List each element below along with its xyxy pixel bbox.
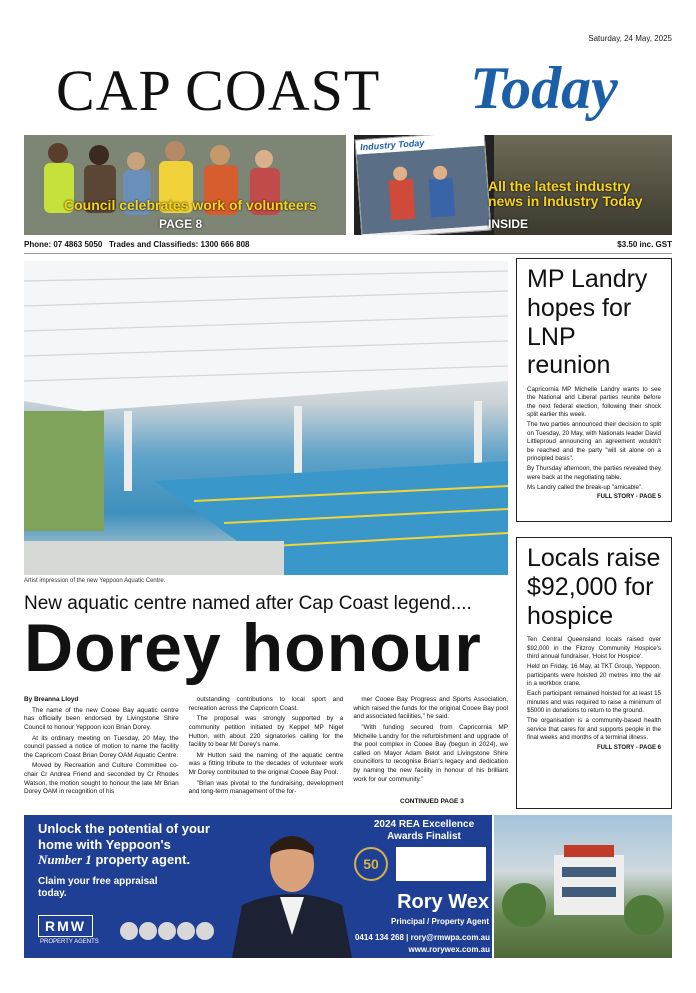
contact-phone: Phone: 07 4863 5050 — [24, 240, 103, 249]
article-column-1 — [24, 696, 179, 808]
side-story-paragraph: The two parties announced their decision to split on Tuesday, 20 May, with Nationals leader David Littleproud announcing an agreement wouldn't be reached and the party "will sit alone on a principled basis". — [527, 421, 661, 462]
agent-email[interactable]: rory@rmwpa.com.au — [410, 933, 490, 942]
article-paragraph: At its ordinary meeting on Tuesday, 20 May, the council passed a notice of motion to name the facility the Capricorn Coast Brian Dorey OAM Aquatic Centre. — [24, 734, 179, 759]
advert-line: Unlock the potential of your — [38, 821, 210, 836]
advert-house-photo — [494, 815, 672, 958]
rmw-logo-sub: PROPERTY AGENTS — [40, 939, 99, 945]
full-story-link[interactable]: FULL STORY - PAGE 5 — [596, 494, 661, 501]
industry-today-thumbnail — [355, 135, 492, 235]
promo-industry-today[interactable] — [354, 135, 672, 235]
award-badges-icon — [119, 921, 214, 941]
thumbnail-title: Industry Today — [356, 135, 485, 155]
agent-phone[interactable]: 0414 134 268 — [354, 933, 404, 942]
article-paragraph: Mr Hutton said the naming of the aquatic centre was a fitting tribute to the decades of volunteer work Mr Dorey contributed to the original Cooee Bay Pool. — [188, 751, 344, 777]
cover-price: $3.50 inc. GST — [617, 240, 672, 249]
award-title — [359, 819, 489, 843]
article-paragraph: "Brian was pivotal to the fundraising, development and long-term management of the for- — [188, 779, 344, 796]
side-story-paragraph: Capricornia MP Michelle Landry wants to see the National and Liberal parties reunite before the next federal election, following their shock split earlier this week. — [527, 386, 661, 419]
lead-article-body — [24, 696, 508, 808]
promo-volunteers[interactable] — [24, 135, 346, 235]
promo-industry-headline: All the latest industry news in Industry Today — [488, 178, 643, 210]
thumbnail-photo — [357, 146, 490, 235]
article-paragraph: Moved by Recreation and Culture Committee co-chair Cr Andrea Friend and seconded by Cr Rhodes Watson, the motion sought to honour the late Mr Brian Dorey OAM in recognition of his — [24, 762, 179, 796]
side-story-paragraph: Ms Landry called the break-up "amicable". — [527, 483, 643, 491]
number-one-script: Number 1 — [38, 852, 92, 868]
masthead-title: CAP COAST — [56, 58, 381, 123]
full-story-link[interactable]: FULL STORY - PAGE 6 — [596, 744, 661, 751]
rmw-logo-text: RMW — [45, 918, 86, 934]
article-paragraph: "With funding secured from Capricornia MP Michelle Landry for the refurbishment and upgrade of the pool complex in Cooee Bay (begun in 2024), we called on Mayor Adam Belot and Livingstone Shire councillors to recognise Brian's legacy and dedication by naming the new facility in honour of his brilliant work for our community." — [353, 723, 509, 783]
article-paragraph: The name of the new Cooee Bay aquatic centre has officially been endorsed by Livingstone Shire Council to honour Yeppoon icon Brian Dorey. — [24, 706, 179, 731]
side-story-paragraph: Held on Friday, 16 May, at TKT Group, Yeppoon, participants were hoisted 20 metres into the air in a workbox crane. — [527, 663, 661, 688]
side-story-headline: Locals raise $92,000 for hospice — [527, 544, 661, 630]
issue-date: Saturday, 24 May, 2025 — [588, 34, 672, 43]
advert-panel — [24, 815, 492, 958]
article-paragraph: outstanding contributions to local sport and recreation across the Capricorn Coast. — [188, 696, 344, 712]
side-story-headline: MP Landry hopes for LNP reunion — [527, 265, 648, 380]
info-bar — [24, 240, 672, 254]
lead-kicker: New aquatic centre named after Cap Coast legend.... — [24, 593, 472, 614]
promo-volunteers-page: PAGE 8 — [159, 217, 203, 231]
article-byline: By Breanna Lloyd — [24, 696, 79, 703]
award-line: 2024 REA Excellence — [373, 819, 475, 830]
article-column-3 — [353, 696, 508, 808]
agent-title: Principal / Property Agent — [391, 917, 489, 926]
side-story-landry[interactable] — [516, 258, 672, 522]
promo-industry-inside: INSIDE — [488, 217, 529, 231]
agent-name: Rory Wex — [397, 891, 489, 913]
advert-line: home with Yeppoon's — [38, 836, 171, 852]
side-story-paragraph: The organisation is a community-based health service that cares for and supports people in the final weeks and months of a terminal illness. — [527, 717, 661, 742]
advert-claim: today. — [38, 887, 67, 899]
article-column-2 — [189, 696, 344, 808]
top-50-badge: 50 — [354, 847, 388, 881]
advert-copy — [38, 821, 210, 900]
aquatic-centre-render — [24, 261, 508, 575]
side-story-hospice[interactable] — [516, 537, 672, 809]
promo-volunteers-headline: Council celebrates work of volunteers — [64, 197, 317, 213]
side-story-paragraph: Each participant remained hoisted for at least 15 minutes and was required to raise a minimum of $5000 in donations to return to the ground. — [527, 690, 661, 715]
rmw-logo — [38, 915, 93, 937]
house-render — [494, 815, 672, 958]
article-paragraph: The proposal was strongly supported by a community petition initiated by Keppel MP Nigel Hutton, with about 220 signatories calling for the facility to bear Mr Dorey's name. — [188, 715, 344, 749]
article-paragraph: mer Cooee Bay Progress and Sports Association, which raised the funds for the original Cooee Bay pool and associated facilities," he said. — [353, 696, 509, 721]
lead-photo-aquatic-centre — [24, 261, 508, 575]
trades-classifieds: Trades and Classifieds: 1300 666 808 — [108, 240, 250, 249]
agent-contact: 0414 134 268 | rory@rmwpa.com.au — [354, 933, 490, 942]
award-line: Awards Finalist — [387, 831, 461, 842]
masthead-title-script: Today — [470, 55, 618, 121]
side-story-paragraph: By Thursday afternoon, the parties revealed they were back at the negotiating table. — [527, 465, 661, 481]
advert-claim: Claim your free appraisal — [38, 875, 158, 887]
continued-link[interactable]: CONTINUED PAGE 3 — [400, 798, 464, 805]
lead-headline: Dorey honour — [24, 610, 482, 686]
lead-photo-caption: Artist impression of the new Yeppoon Aquatic Centre. — [24, 578, 166, 584]
award-list-card — [396, 847, 486, 881]
advert-line: property agent. — [95, 852, 191, 868]
real-estate-advert[interactable] — [24, 815, 672, 958]
side-story-paragraph: Ten Central Queensland locals raised over $92,000 in the Fitzroy Community Hospice's third annual fundraiser, 'Hoist for Hospice'. — [527, 636, 661, 660]
agent-website[interactable]: www.rorywex.com.au — [408, 945, 490, 954]
